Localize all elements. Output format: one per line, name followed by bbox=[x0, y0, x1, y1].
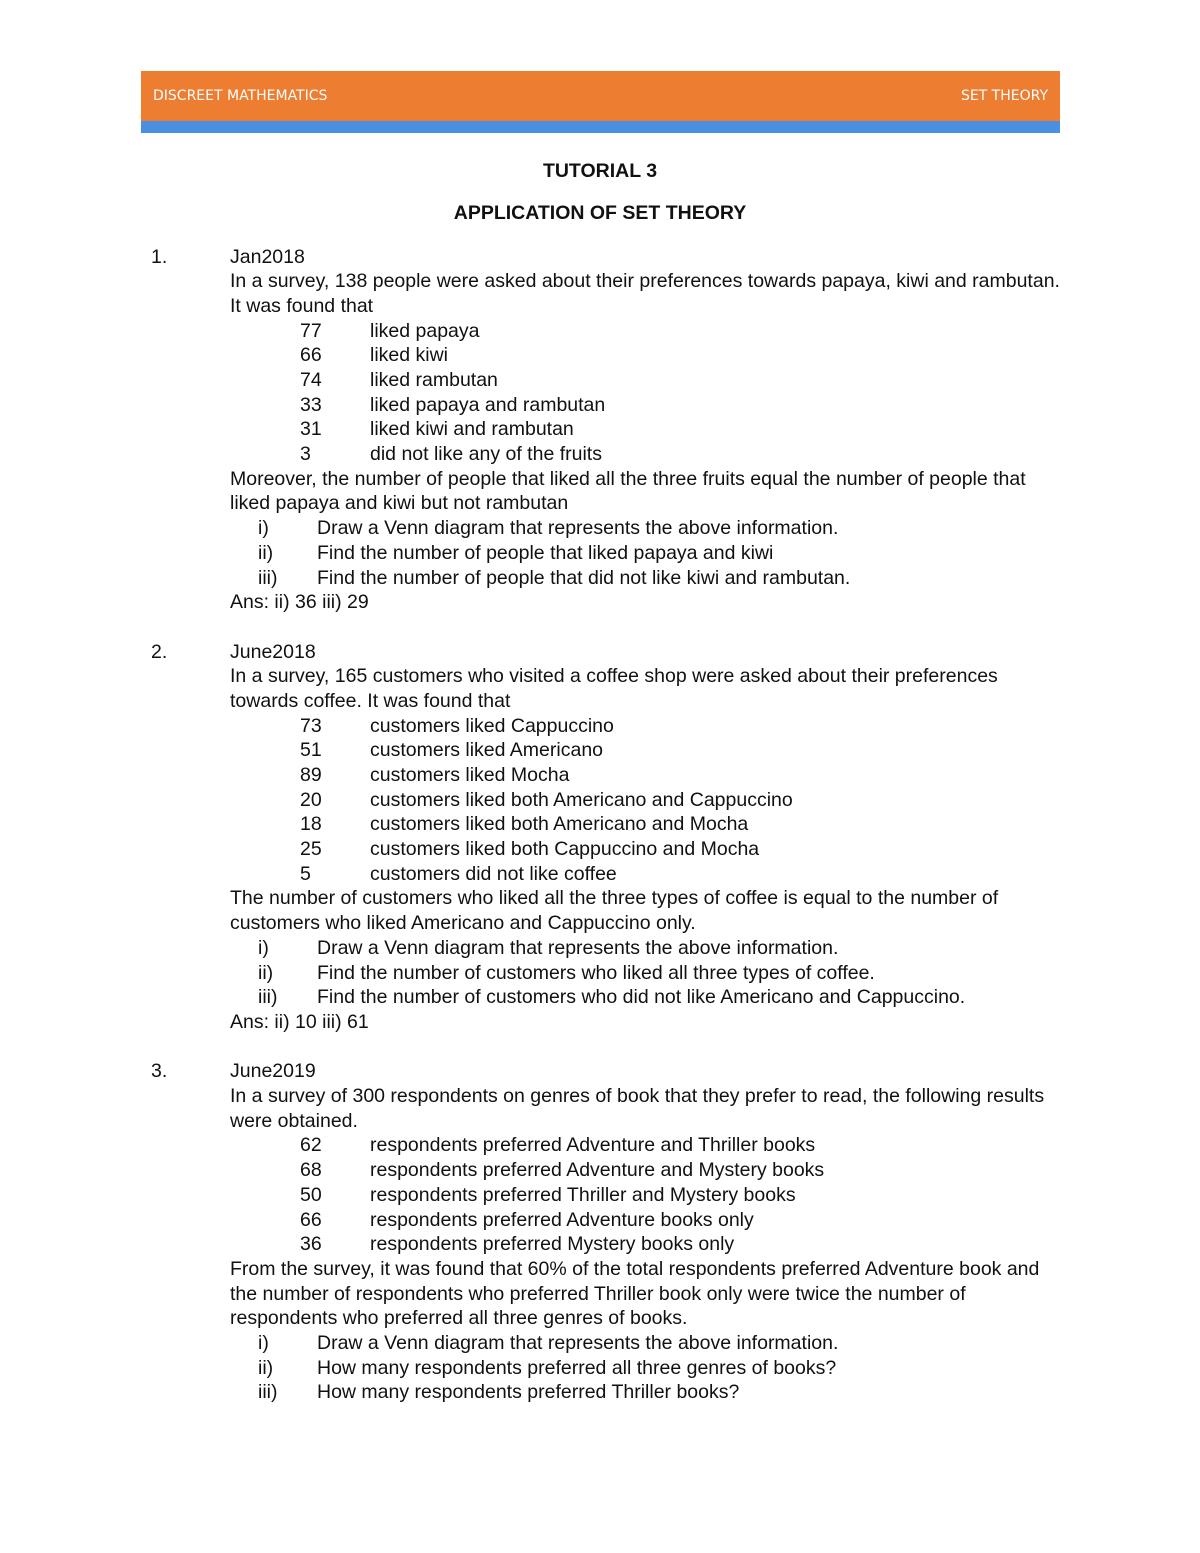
data-row bbox=[0, 862, 1200, 887]
question-text: Find the number of customers who liked all three types of coffee. bbox=[317, 961, 875, 984]
question-row bbox=[0, 936, 1200, 961]
question-row bbox=[0, 516, 1200, 541]
data-row bbox=[0, 343, 1200, 368]
data-desc: customers liked Americano bbox=[370, 739, 604, 762]
problem-extra: The number of customers who liked all the three types of coffee is equal to the number of customers who liked Americano and Cappuccino only. bbox=[230, 887, 999, 935]
data-row bbox=[0, 837, 1200, 862]
problem-session: June2019 bbox=[230, 1060, 316, 1083]
problem-extra: From the survey, it was found that 60% of the total respondents preferred Adventure book and the number of respondents who preferred Thriller book only were twice the number of respondents who preferred all three genres of books. bbox=[230, 1257, 1040, 1330]
data-desc: respondents preferred Adventure books only bbox=[370, 1208, 754, 1231]
data-row bbox=[0, 368, 1200, 393]
question-number: i) bbox=[258, 936, 269, 959]
data-count: 25 bbox=[300, 838, 322, 861]
data-count: 74 bbox=[300, 368, 322, 391]
data-count: 20 bbox=[300, 788, 322, 811]
question-row bbox=[0, 985, 1200, 1010]
data-row bbox=[0, 1183, 1200, 1208]
question-text: How many respondents preferred Thriller books? bbox=[317, 1381, 740, 1404]
data-row bbox=[0, 788, 1200, 813]
data-desc: customers liked Mocha bbox=[370, 764, 570, 787]
data-row bbox=[0, 1232, 1200, 1257]
data-count: 77 bbox=[300, 319, 322, 342]
problem-number: 2. bbox=[151, 640, 168, 663]
problem-answer: Ans: ii) 10 iii) 61 bbox=[230, 1010, 369, 1033]
data-count: 18 bbox=[300, 813, 322, 836]
data-desc: customers did not like coffee bbox=[370, 862, 617, 885]
data-row bbox=[0, 714, 1200, 739]
data-count: 51 bbox=[300, 739, 322, 762]
data-count: 66 bbox=[300, 1208, 322, 1231]
data-count: 33 bbox=[300, 393, 322, 416]
question-number: ii) bbox=[258, 541, 274, 564]
data-desc: did not like any of the fruits bbox=[370, 443, 602, 466]
question-text: Find the number of people that did not like kiwi and rambutan. bbox=[317, 566, 851, 589]
problem-spacer bbox=[0, 615, 1200, 640]
problem-heading bbox=[0, 245, 1200, 270]
question-text: How many respondents preferred all three genres of books? bbox=[317, 1356, 837, 1379]
data-desc: liked kiwi and rambutan bbox=[370, 418, 574, 441]
data-row bbox=[0, 763, 1200, 788]
problem-intro: In a survey, 165 customers who visited a coffee shop were asked about their preferences towards coffee. It was found that bbox=[230, 665, 998, 712]
question-number: iii) bbox=[258, 986, 278, 1009]
data-row bbox=[0, 319, 1200, 344]
data-desc: customers liked Cappuccino bbox=[370, 714, 614, 737]
data-count: 50 bbox=[300, 1183, 322, 1206]
problem-session: Jan2018 bbox=[230, 245, 305, 268]
question-text: Find the number of people that liked papaya and kiwi bbox=[317, 541, 774, 564]
document-subtitle: APPLICATION OF SET THEORY bbox=[453, 202, 747, 224]
problem-spacer bbox=[0, 1035, 1200, 1060]
data-count: 3 bbox=[300, 443, 311, 466]
data-row bbox=[0, 738, 1200, 763]
problem-answer: Ans: ii) 36 iii) 29 bbox=[230, 591, 369, 614]
data-desc: respondents preferred Mystery books only bbox=[370, 1233, 735, 1256]
data-count: 68 bbox=[300, 1159, 322, 1182]
question-row bbox=[0, 1380, 1200, 1405]
data-row bbox=[0, 417, 1200, 442]
question-row bbox=[0, 961, 1200, 986]
data-desc: customers liked both Americano and Mocha bbox=[370, 813, 749, 836]
problem-intro: In a survey of 300 respondents on genres of book that they prefer to read, the following results were obtained. bbox=[230, 1085, 1045, 1132]
question-number: i) bbox=[258, 517, 269, 540]
header-right-text: SET THEORY bbox=[960, 88, 1048, 104]
problem-3 bbox=[0, 1059, 1200, 1405]
question-row bbox=[0, 1331, 1200, 1356]
question-row bbox=[0, 566, 1200, 591]
data-row bbox=[0, 393, 1200, 418]
problem-heading bbox=[0, 1059, 1200, 1084]
data-count: 31 bbox=[300, 418, 322, 441]
data-count: 89 bbox=[300, 764, 322, 787]
problem-2 bbox=[0, 640, 1200, 1035]
question-text: Draw a Venn diagram that represents the above information. bbox=[317, 517, 839, 540]
problem-session: June2018 bbox=[230, 640, 316, 663]
data-desc: respondents preferred Adventure and Thriller books bbox=[370, 1134, 816, 1157]
data-desc: customers liked both Americano and Cappuccino bbox=[370, 788, 793, 811]
header-left-text: DISCREET MATHEMATICS bbox=[153, 88, 328, 104]
data-row bbox=[0, 1133, 1200, 1158]
data-count: 5 bbox=[300, 862, 311, 885]
data-count: 36 bbox=[300, 1233, 322, 1256]
problem-heading bbox=[0, 640, 1200, 665]
question-row bbox=[0, 541, 1200, 566]
data-desc: customers liked both Cappuccino and Mocha bbox=[370, 838, 760, 861]
problem-number: 3. bbox=[151, 1060, 168, 1083]
header-accent-bar bbox=[141, 121, 1060, 133]
data-desc: respondents preferred Thriller and Mystery books bbox=[370, 1183, 796, 1206]
data-row bbox=[0, 812, 1200, 837]
data-desc: liked kiwi bbox=[370, 344, 449, 367]
problem-list bbox=[0, 245, 1200, 1406]
data-row bbox=[0, 1208, 1200, 1233]
data-count: 62 bbox=[300, 1134, 322, 1157]
data-count: 73 bbox=[300, 714, 322, 737]
data-desc: respondents preferred Adventure and Mystery books bbox=[370, 1159, 825, 1182]
data-row bbox=[0, 1158, 1200, 1183]
question-number: ii) bbox=[258, 1356, 274, 1379]
data-desc: liked rambutan bbox=[370, 368, 498, 391]
question-text: Draw a Venn diagram that represents the above information. bbox=[317, 1331, 839, 1354]
question-number: ii) bbox=[258, 961, 274, 984]
question-number: i) bbox=[258, 1331, 269, 1354]
data-row bbox=[0, 442, 1200, 467]
problem-number: 1. bbox=[151, 245, 168, 268]
data-desc: liked papaya and rambutan bbox=[370, 393, 606, 416]
document-title: TUTORIAL 3 bbox=[542, 160, 658, 182]
page-header bbox=[141, 71, 1060, 121]
problem-1 bbox=[0, 245, 1200, 615]
question-text: Find the number of customers who did not like Americano and Cappuccino. bbox=[317, 986, 966, 1009]
data-count: 66 bbox=[300, 344, 322, 367]
question-number: iii) bbox=[258, 1381, 278, 1404]
question-number: iii) bbox=[258, 566, 278, 589]
question-row bbox=[0, 1356, 1200, 1381]
question-text: Draw a Venn diagram that represents the above information. bbox=[317, 936, 839, 959]
problem-intro: In a survey, 138 people were asked about their preferences towards papaya, kiwi and rambutan. It was found that bbox=[230, 270, 1060, 317]
data-desc: liked papaya bbox=[370, 319, 480, 342]
problem-extra: Moreover, the number of people that liked all the three fruits equal the number of people that liked papaya and kiwi but not rambutan bbox=[230, 467, 1026, 515]
